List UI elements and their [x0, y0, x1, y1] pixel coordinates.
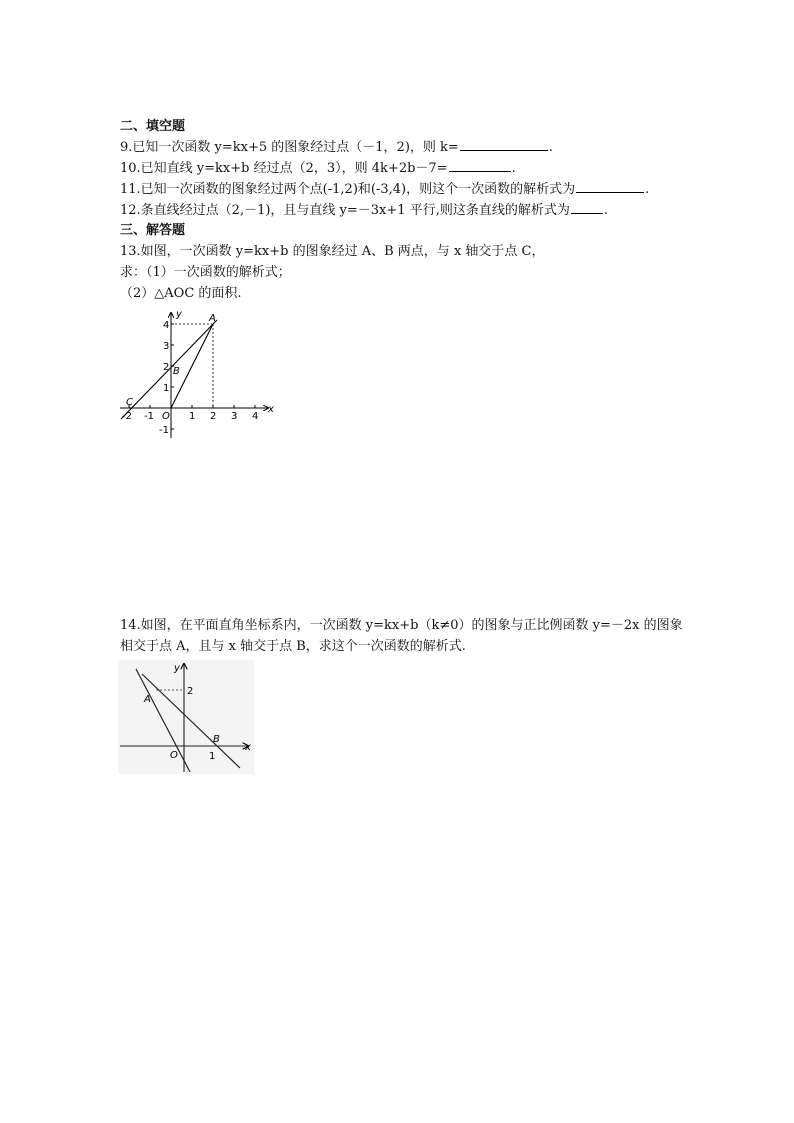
x-axis-label: x	[268, 404, 274, 415]
answer-blank[interactable]	[576, 180, 644, 193]
question-10	[120, 159, 516, 178]
question-12-text: 12.条直线经过点（2,－1)，且与直线 y=－3x+1 平行,则这条直线的解析式为	[120, 203, 570, 218]
x-axis-label: x	[245, 742, 251, 753]
x-tick-label: -1	[144, 411, 154, 422]
section-fill-title: 二、填空题	[120, 119, 186, 134]
question-9-end: .	[548, 140, 553, 155]
point-a-label: A	[144, 694, 151, 705]
question-10-end: .	[511, 161, 516, 176]
origin-label: O	[170, 750, 178, 761]
y-tick-label: 1	[163, 383, 170, 394]
y-tick-label: 4	[163, 320, 170, 331]
x-tick-label: 3	[231, 411, 238, 422]
question-9	[120, 138, 553, 157]
y-tick-label: 3	[163, 341, 170, 352]
question-14-line-2: 相交于点 A，且与 x 轴交于点 B，求这个一次函数的解析式.	[120, 639, 466, 654]
y-axis-label: y	[176, 309, 182, 320]
question-13-line-1: 13.如图，一次函数 y=kx+b 的图象经过 A、B 两点，与 x 轴交于点 C，	[120, 244, 545, 259]
point-c-label: C	[126, 397, 133, 408]
question-14-figure	[118, 660, 254, 774]
point-b-label: B	[173, 366, 180, 377]
y-tick-label: 2	[187, 686, 194, 697]
answer-blank[interactable]	[460, 138, 548, 151]
question-11-text: 11.已知一次函数的图象经过两个点(-1,2)和(-3,4)，则这个一次函数的解析式为	[120, 182, 576, 197]
section-answer-title: 三、解答题	[120, 223, 186, 238]
answer-blank[interactable]	[449, 159, 511, 172]
x-tick-label: 2	[210, 411, 217, 422]
question-12-end: .	[603, 203, 608, 218]
x-tick-label: 1	[209, 751, 216, 762]
point-b-label: B	[213, 734, 220, 745]
y-axis-label: y	[174, 663, 180, 674]
question-11-end: .	[645, 182, 650, 197]
question-10-text: 10.已知直线 y=kx+b 经过点（2，3），则 4k+2b－7=	[120, 161, 448, 176]
answer-blank[interactable]	[571, 201, 603, 214]
question-9-text: 9.已知一次函数 y=kx+5 的图象经过点（－1，2)，则 k=	[120, 140, 459, 155]
question-14-line-1: 14.如图，在平面直角坐标系内，一次函数 y=kx+b（k≠0）的图象与正比例函数 y=－2x 的图象	[120, 618, 683, 633]
origin-label: O	[162, 411, 170, 422]
x-tick-label: -2	[122, 411, 132, 422]
point-a-label: A	[209, 313, 216, 324]
question-13-figure	[118, 308, 278, 442]
question-11	[120, 180, 649, 199]
x-tick-label: 1	[189, 411, 196, 422]
x-tick-label: 4	[252, 411, 259, 422]
y-tick-label: -1	[159, 425, 169, 436]
question-13-line-3: （2）△AOC 的面积.	[120, 286, 242, 301]
question-12	[120, 201, 608, 220]
question-13-line-2: 求：（1）一次函数的解析式；	[120, 265, 291, 280]
y-tick-label: 2	[163, 362, 170, 373]
